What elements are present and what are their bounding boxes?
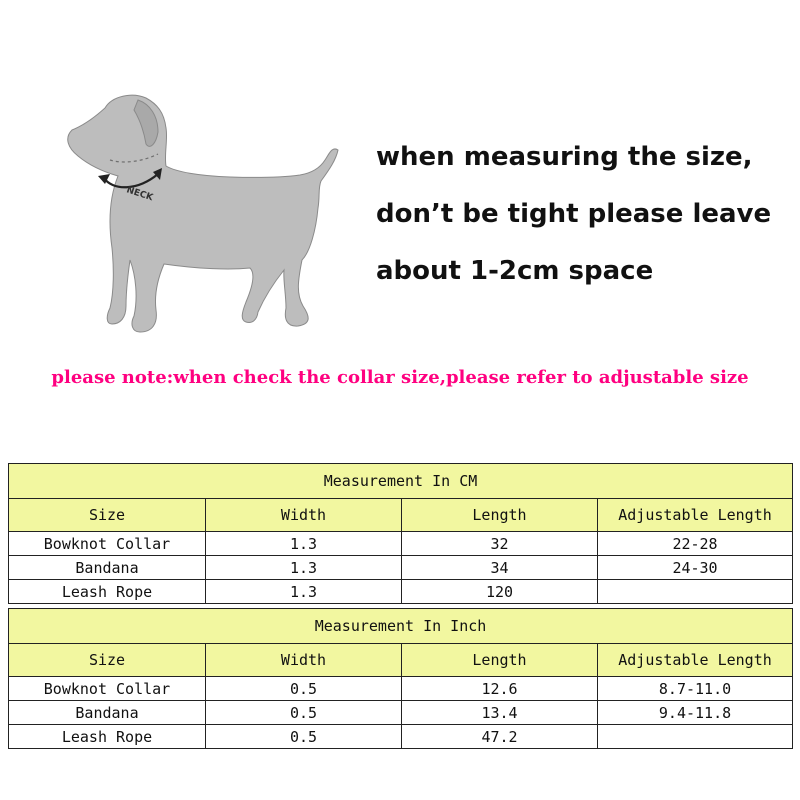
cell-width: 1.3 (206, 580, 402, 604)
table-header-row (9, 499, 793, 532)
table-caption-row (9, 609, 793, 644)
cell-adjustable-length (598, 725, 793, 749)
table-caption: Measurement In Inch (9, 609, 793, 644)
cell-length: 12.6 (402, 677, 598, 701)
measurement-table-cm (8, 463, 793, 604)
instruction-line-2: don’t be tight please leave (376, 199, 772, 229)
cell-adjustable-length: 8.7-11.0 (598, 677, 793, 701)
table-row (9, 556, 793, 580)
column-header-width: Width (206, 499, 402, 532)
table-caption-row (9, 464, 793, 499)
cell-size: Bandana (9, 701, 206, 725)
table-row (9, 580, 793, 604)
table-row (9, 532, 793, 556)
neck-label: NECK (125, 185, 155, 204)
cell-size: Leash Rope (9, 725, 206, 749)
table-caption: Measurement In CM (9, 464, 793, 499)
instruction-line-1: when measuring the size, (376, 142, 753, 172)
cell-width: 1.3 (206, 556, 402, 580)
column-header-adjustable-length: Adjustable Length (598, 644, 793, 677)
table-row (9, 701, 793, 725)
cell-length: 47.2 (402, 725, 598, 749)
cell-length: 13.4 (402, 701, 598, 725)
cell-adjustable-length: 24-30 (598, 556, 793, 580)
dog-measurement-icon (60, 80, 360, 350)
column-header-size: Size (9, 644, 206, 677)
cell-width: 0.5 (206, 677, 402, 701)
cell-length: 34 (402, 556, 598, 580)
cell-length: 120 (402, 580, 598, 604)
measurement-table-inch (8, 608, 793, 749)
table-row (9, 677, 793, 701)
cell-adjustable-length: 22-28 (598, 532, 793, 556)
dog-silhouette (68, 95, 338, 332)
table-header-row (9, 644, 793, 677)
instruction-line-3: about 1-2cm space (376, 256, 654, 286)
cell-length: 32 (402, 532, 598, 556)
collar-size-note: please note:when check the collar size,please refer to adjustable size (51, 367, 749, 388)
cell-width: 0.5 (206, 725, 402, 749)
column-header-adjustable-length: Adjustable Length (598, 499, 793, 532)
column-header-length: Length (402, 499, 598, 532)
column-header-size: Size (9, 499, 206, 532)
cell-size: Leash Rope (9, 580, 206, 604)
cell-size: Bowknot Collar (9, 677, 206, 701)
cell-size: Bowknot Collar (9, 532, 206, 556)
cell-size: Bandana (9, 556, 206, 580)
cell-width: 1.3 (206, 532, 402, 556)
table-row (9, 725, 793, 749)
cell-width: 0.5 (206, 701, 402, 725)
column-header-length: Length (402, 644, 598, 677)
cell-adjustable-length: 9.4-11.8 (598, 701, 793, 725)
column-header-width: Width (206, 644, 402, 677)
cell-adjustable-length (598, 580, 793, 604)
